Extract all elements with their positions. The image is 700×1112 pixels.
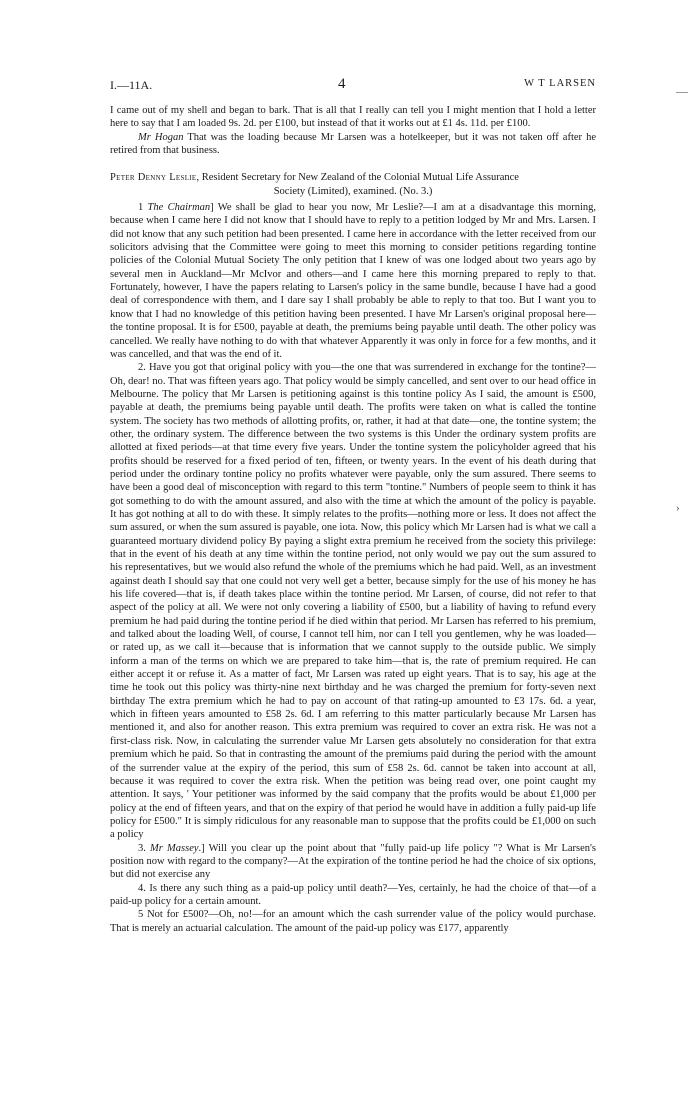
question-3 bbox=[110, 842, 596, 882]
witness-description: , Resident Secretary for New Zealand of the Colonial Mutual Life Assurance bbox=[196, 172, 519, 184]
speaker-name: Mr Massey bbox=[150, 842, 199, 854]
question-1 bbox=[110, 201, 596, 361]
answer-text: .] Will you clear up the point about that "fully paid-up life policy "? What is Mr Larsen's position now with regard to the company?—At the expiration of the tontine period he had the choice of six options, but did not exercise any bbox=[110, 842, 597, 881]
page-header bbox=[110, 78, 596, 98]
answer-text: ] We shall be glad to hear you now, Mr Leslie?—I am at a disadvantage this morning, because when I came here I did not know that I should have to reply to a petition lodged by Mr and Mrs. Larsen. I did not know that any such petition had been presented. I came here in accordance with the letter received from our solicitors advising that the Committee were going to meet this morning to consider petitions regarding tontine policies of the Colonial Mutual Society The only petition that I knew of was one lodged about two years ago by several men in Auckland—Mr McIvor and others—and I came here this morning prepared to reply to that. Fortunately, however, I have the papers relating to Larsen's policy in the same bundle, because I have had a good deal of correspondence with them, and I dare say I shall probably be able to reply to that too. But I want you to know that I had no knowledge of this petition having been presented. I have Mr Larsen's original proposal here—the tontine proposal. It is for £500, payable at death, the premiums being payable until death. The other policy was cancelled. We really have nothing to do with that whatever Apparently it was only in force for a few months, and it was cancelled, and that was the end of it. bbox=[110, 202, 596, 360]
witness-heading bbox=[110, 171, 596, 184]
running-title: W T LARSEN bbox=[524, 78, 596, 89]
section-gap bbox=[110, 157, 596, 171]
document-body bbox=[110, 104, 596, 935]
paper-reference: I.—11A. bbox=[110, 78, 153, 92]
question-5: 5 Not for £500?—Oh, no!—for an amount which the cash surrender value of the policy would purchase. That is merely an actuarial calculation. The amount of the paid-up policy was £177, apparently bbox=[110, 909, 596, 934]
paragraph-hogan-remark bbox=[110, 131, 596, 158]
margin-mark: › bbox=[676, 502, 680, 514]
witness-heading-line2: Society (Limited), examined. (No. 3.) bbox=[273, 185, 433, 197]
paragraph-testimony-end: I came out of my shell and began to bark. That is all that I really can tell you I might mention that I hold a letter here to say that I am loaded 9s. 2d. per £100, but instead of that it works out at £1 4s. 11d. per £100. bbox=[110, 105, 596, 130]
question-number: 3. bbox=[138, 842, 151, 854]
speaker-name: Mr Hogan bbox=[138, 131, 184, 143]
witness-name: Peter Denny Leslie bbox=[110, 172, 197, 184]
page-number: 4 bbox=[338, 76, 346, 92]
question-2: 2. Have you got that original policy with you—the one that was surrendered in exchange for the tontine?—Oh, dear! no. That was fifteen years ago. That policy would be simply cancelled, and sent over to our head office in Melbourne. The policy that Mr Larsen is petitioning against is this tontine policy As I said, the amount is £500, payable at death, the premiums being payable until death. The profits were taken on what is called the tontine system. The society has two methods of allotting profits, or, rather, it had at that date—one, the tontine system; the other, the ordinary system. The difference between the two systems is this Under the ordinary system profits are allotted at fixed periods—at that time every five years. Under the tontine system the policyholder agreed that his profits should be reserved for a fixed period of ten, fifteen, or twenty years. In the event of his death during that period under the ordinary tontine policy no profits whatever were payable, only the sum assured. There seems to have been a good deal of misconception with regard to this term "tontine." Numbers of people seem to think it has got something to do with the amount assured, and also with the time at which the amount of the policy is payable. It has got nothing at all to do with these. It simply relates to the profits—nothing more or less. It does not affect the sum assured, or when the sum assured is payable, one iota. Now, this policy which Mr Larsen had is what we call a guaranteed mortuary dividend policy By paying a slight extra premium he received from the society this privilege: that in the event of his death at any time within the tontine period, not only would we pay out the sum assured to his representatives, but we would also refund the whole of the premiums which he had paid. Well, as an investment against death I should say that one could not very well get a better, because simply for the use of his money he has his life covered—that is, if death takes place within the tontine period. Mr Larsen, of course, did not refer to that aspect of the policy at all. We were not only covering a liability of £500, but a liability of having to refund every premium he had paid during the tontine period if he died within that period. Mr Larsen has referred to his premium, and talked about the loading Well, of course, I cannot tell him, nor can I tell you gentlemen, why he was loaded—or rated up, as we call it—because that is information that we cannot supply to the outside public. We simply inform a man of the terms on which we are prepared to take him—that is, the rate of premium required. He can either accept it or refuse it. As a matter of fact, Mr Larsen was rated up eight years. That is to say, his age at the time he took out this policy was thirty-nine next birthday and he was charged the premium for forty-seven next birthday The extra premium which he had to pay on account of that rating-up amounted to £3 17s. 6d. a year, which in fifteen years amounted to £58 2s. 6d. I am referring to this matter particularly because Mr Larsen has mentioned it, and also for another reason. This extra premium was required to cover an extra risk. He was not a first-class risk. Now, in calculating the surrender value Mr Larsen gets absolutely no consideration for that extra premium which he paid. So that in contrasting the amount of the premiums paid during the period with the amount of the surrender value at the expiry of the period, this sum of £58 2s. 6d. cannot be taken into account at all, because it was required to cover the extra risk. When the petition was being read over, one point caught my attention. It says, ' Your petitioner was informed by the said company that the profits would be about £1,000 per policy at the end of fifteen years, and that on the expiry of that period he would have in addition a fully paid-up life policy for £500." It is simply ridiculous for any reasonable man to suppose that the profits could be £1,000 on such a policy bbox=[110, 362, 596, 841]
remark-text: That was the loading because Mr Larsen was a hotelkeeper, but it was not taken off after he retired from that business. bbox=[110, 131, 596, 157]
margin-dash bbox=[676, 92, 688, 93]
question-4: 4. Is there any such thing as a paid-up policy until death?—Yes, certainly, he had the choice of that—of a paid-up policy for a certain amount. bbox=[110, 882, 596, 907]
question-number: 1 bbox=[138, 202, 148, 214]
speaker-name: The Chairman bbox=[147, 202, 211, 214]
